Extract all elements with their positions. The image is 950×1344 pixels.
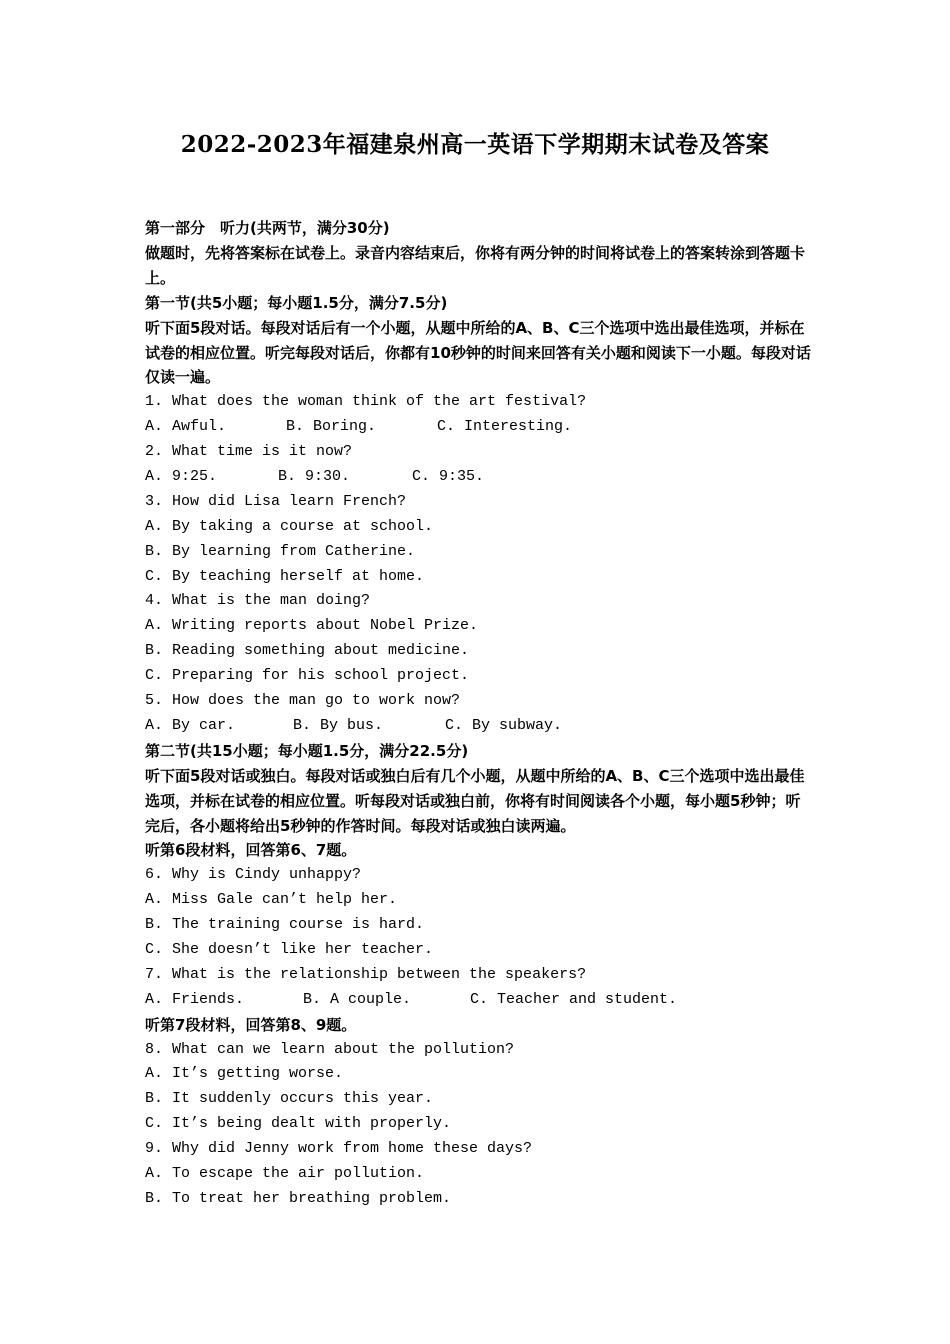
- option-a: A. It’s getting worse.: [145, 1065, 344, 1083]
- material-6-heading: 听第6段材料，回答第6、7题。: [145, 841, 357, 860]
- option-b: B. The training course is hard.: [145, 916, 425, 934]
- option-b: B. By learning from Catherine.: [145, 542, 416, 560]
- section2-instruction: 听下面5段对话或独白。每段对话或独白后有几个小题，从题中所给的A、B、C三个选项中选出最佳选项，并标在试卷的相应位置。听每段对话或独白前，你将有时间阅读各个小题，每小题5秒钟；听完后，各小题将给出5秒钟的作答时间。每段对话或独白读两遍。: [145, 766, 805, 835]
- option-a: A. Miss Gale can’t help her.: [145, 891, 398, 909]
- question-2: 2. What time is it now?: [145, 443, 353, 461]
- part1-heading: 第一部分 听力(共两节，满分30分): [145, 219, 390, 237]
- option-a: A. Awful.: [145, 418, 227, 436]
- option-c: C. 9:35.: [412, 468, 485, 486]
- option-a: A. By car.: [145, 716, 236, 734]
- option-a: A. By taking a course at school.: [145, 517, 434, 535]
- option-b: B. Boring.: [286, 418, 377, 436]
- option-c: C. By subway.: [445, 716, 563, 734]
- option-b: B. A couple.: [303, 990, 412, 1008]
- option-c: C. She doesn’t like her teacher.: [145, 941, 434, 959]
- question-9: 9. Why did Jenny work from home these days?: [145, 1140, 533, 1158]
- question-2-options: [145, 465, 815, 490]
- option-c: C. Preparing for his school project.: [145, 667, 470, 685]
- question-5: 5. How does the man go to work now?: [145, 692, 461, 710]
- option-c: C. By teaching herself at home.: [145, 567, 425, 585]
- section1-instruction: 听下面5段对话。每段对话后有一个小题，从题中所给的A、B、C三个选项中选出最佳选项，并标在试卷的相应位置。听完每段对话后，你都有10秒钟的时间来回答有关小题和阅读下一小题。每段对话仅读一遍。: [145, 318, 811, 387]
- question-7: 7. What is the relationship between the speakers?: [145, 965, 587, 983]
- option-b: B. By bus.: [293, 716, 384, 734]
- option-a: A. Friends.: [145, 990, 245, 1008]
- page-title: 2022-2023年福建泉州高一英语下学期期末试卷及答案: [180, 131, 770, 158]
- question-5-options: [145, 714, 815, 739]
- section2-heading: 第二节(共15小题；每小题1.5分，满分22.5分): [145, 741, 469, 760]
- question-6: 6. Why is Cindy unhappy?: [145, 866, 362, 884]
- option-c: C. It’s being dealt with properly.: [145, 1115, 452, 1133]
- question-4: 4. What is the man doing?: [145, 592, 371, 610]
- question-7-options: [145, 988, 815, 1013]
- question-1-options: [145, 415, 815, 440]
- exam-content: [145, 216, 815, 1212]
- part1-instruction: 做题时，先将答案标在试卷上。录音内容结束后，你将有两分钟的时间将试卷上的答案转涂到答题卡上。: [145, 243, 806, 287]
- option-a: A. Writing reports about Nobel Prize.: [145, 617, 479, 635]
- question-8: 8. What can we learn about the pollution?: [145, 1040, 515, 1058]
- option-b: B. Reading something about medicine.: [145, 642, 470, 660]
- question-1: 1. What does the woman think of the art festival?: [145, 393, 587, 411]
- option-c: C. Teacher and student.: [470, 990, 678, 1008]
- option-b: B. To treat her breathing problem.: [145, 1189, 452, 1207]
- material-7-heading: 听第7段材料，回答第8、9题。: [145, 1015, 357, 1034]
- question-3: 3. How did Lisa learn French?: [145, 492, 407, 510]
- option-a: A. To escape the air pollution.: [145, 1165, 425, 1183]
- option-b: B. 9:30.: [278, 468, 351, 486]
- option-c: C. Interesting.: [437, 418, 573, 436]
- option-a: A. 9:25.: [145, 468, 218, 486]
- section1-heading: 第一节(共5小题；每小题1.5分，满分7.5分): [145, 293, 448, 312]
- option-b: B. It suddenly occurs this year.: [145, 1090, 434, 1108]
